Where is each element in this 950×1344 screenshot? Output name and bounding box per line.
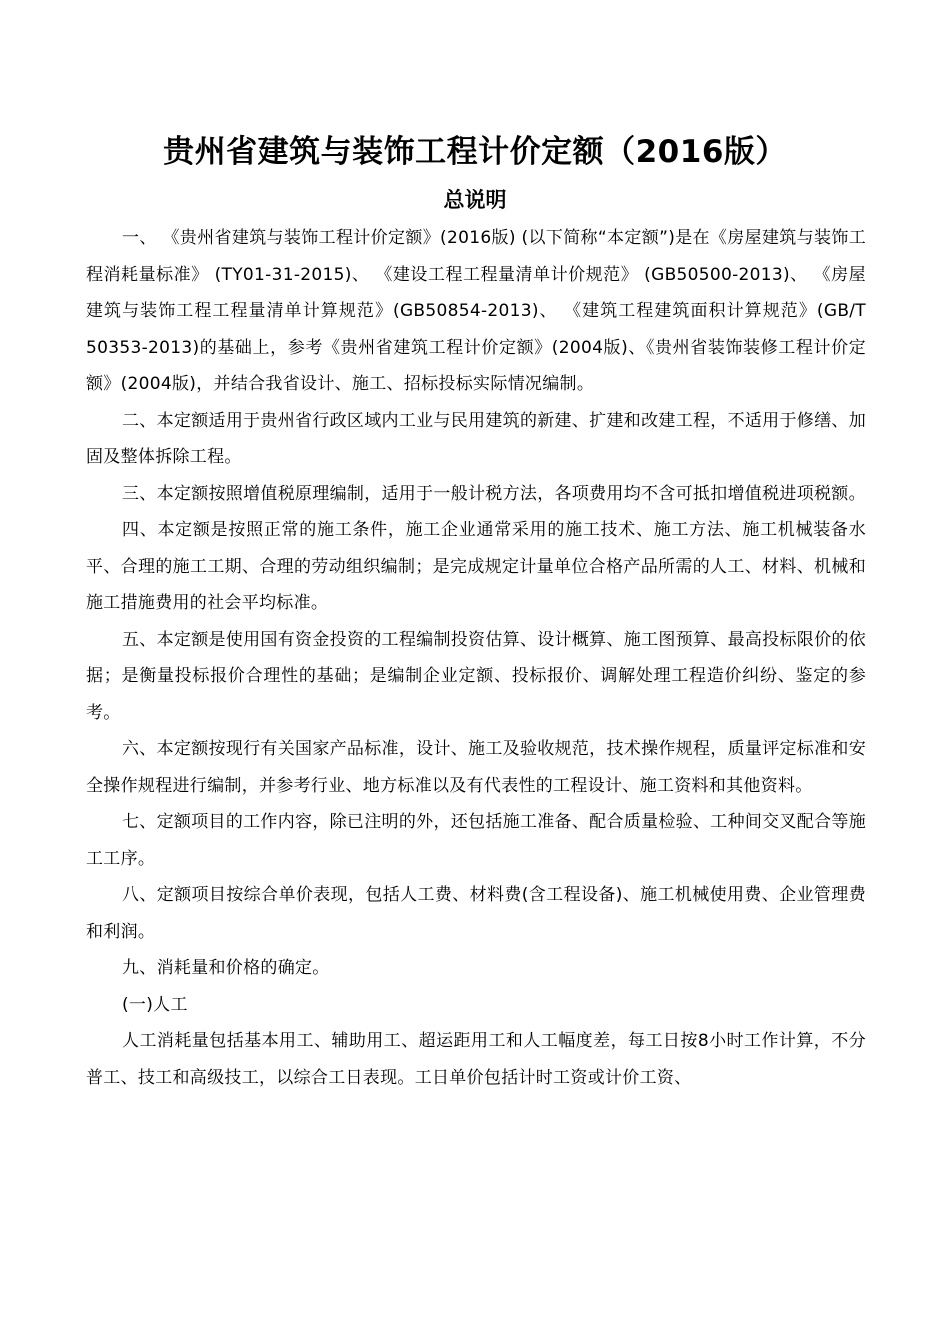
paragraph-4: 四、本定额是按照正常的施工条件，施工企业通常采用的施工技术、施工方法、施工机械装备水平、合理的施工工期、合理的劳动组织编制；是完成规定计量单位合格产品所需的人工、材料、机械和施工措施费用的社会平均标准。	[86, 520, 866, 613]
paragraph-2: 二、本定额适用于贵州省行政区域内工业与民用建筑的新建、扩建和改建工程，不适用于修缮、加固及整体拆除工程。	[86, 410, 866, 467]
paragraph-1: 一、 《贵州省建筑与装饰工程计价定额》(2016版) (以下简称“本定额”)是在《房屋建筑与装饰工程消耗量标准》 (TY01-31-2015)、 《建设工程工程量清单计价规范》 (GB50500-2013)、 《房屋建筑与装饰工程工程量清单计算规范》(GB50854-2013)、 《建筑工程建筑面积计算规范》(GB/T 50353-2013)的基础上，参考《贵州省建筑工程计价定额》(2004版)、《贵州省装饰装修工程计价定额》(2004版)，并结合我省设计、施工、招标投标实际情况编制。	[86, 228, 866, 394]
paragraph-9: 九、消耗量和价格的确定。	[122, 958, 330, 978]
section-heading: 总说明	[443, 188, 507, 212]
document-body	[86, 220, 866, 1096]
paragraph-8: 八、定额项目按综合单价表现，包括人工费、材料费(含工程设备)、施工机械使用费、企业管理费和利润。	[86, 885, 866, 942]
paragraph-5: 五、本定额是使用国有资金投资的工程编制投资估算、设计概算、施工图预算、最高投标限价的依据；是衡量投标报价合理性的基础；是编制企业定额、投标报价、调解处理工程造价纠纷、鉴定的参考。	[86, 629, 866, 723]
paragraph-7: 七、定额项目的工作内容，除已注明的外，还包括施工准备、配合质量检验、工种间交叉配合等施工工序。	[86, 812, 866, 869]
document-title: 贵州省建筑与装饰工程计价定额（2016版）	[163, 134, 787, 170]
subsection-heading: (一)人工	[122, 994, 188, 1015]
paragraph-10: 人工消耗量包括基本用工、辅助用工、超运距用工和人工幅度差，每工日按8小时工作计算，不分普工、技工和高级技工，以综合工日表现。工日单价包括计时工资或计价工资、	[86, 1031, 866, 1088]
paragraph-6: 六、本定额按现行有关国家产品标准，设计、施工及验收规范，技术操作规程，质量评定标准和安全操作规程进行编制，并参考行业、地方标准以及有代表性的工程设计、施工资料和其他资料。	[86, 739, 866, 796]
paragraph-3: 三、本定额按照增值税原理编制，适用于一般计税方法，各项费用均不含可抵扣增值税进项税额。	[122, 483, 866, 504]
